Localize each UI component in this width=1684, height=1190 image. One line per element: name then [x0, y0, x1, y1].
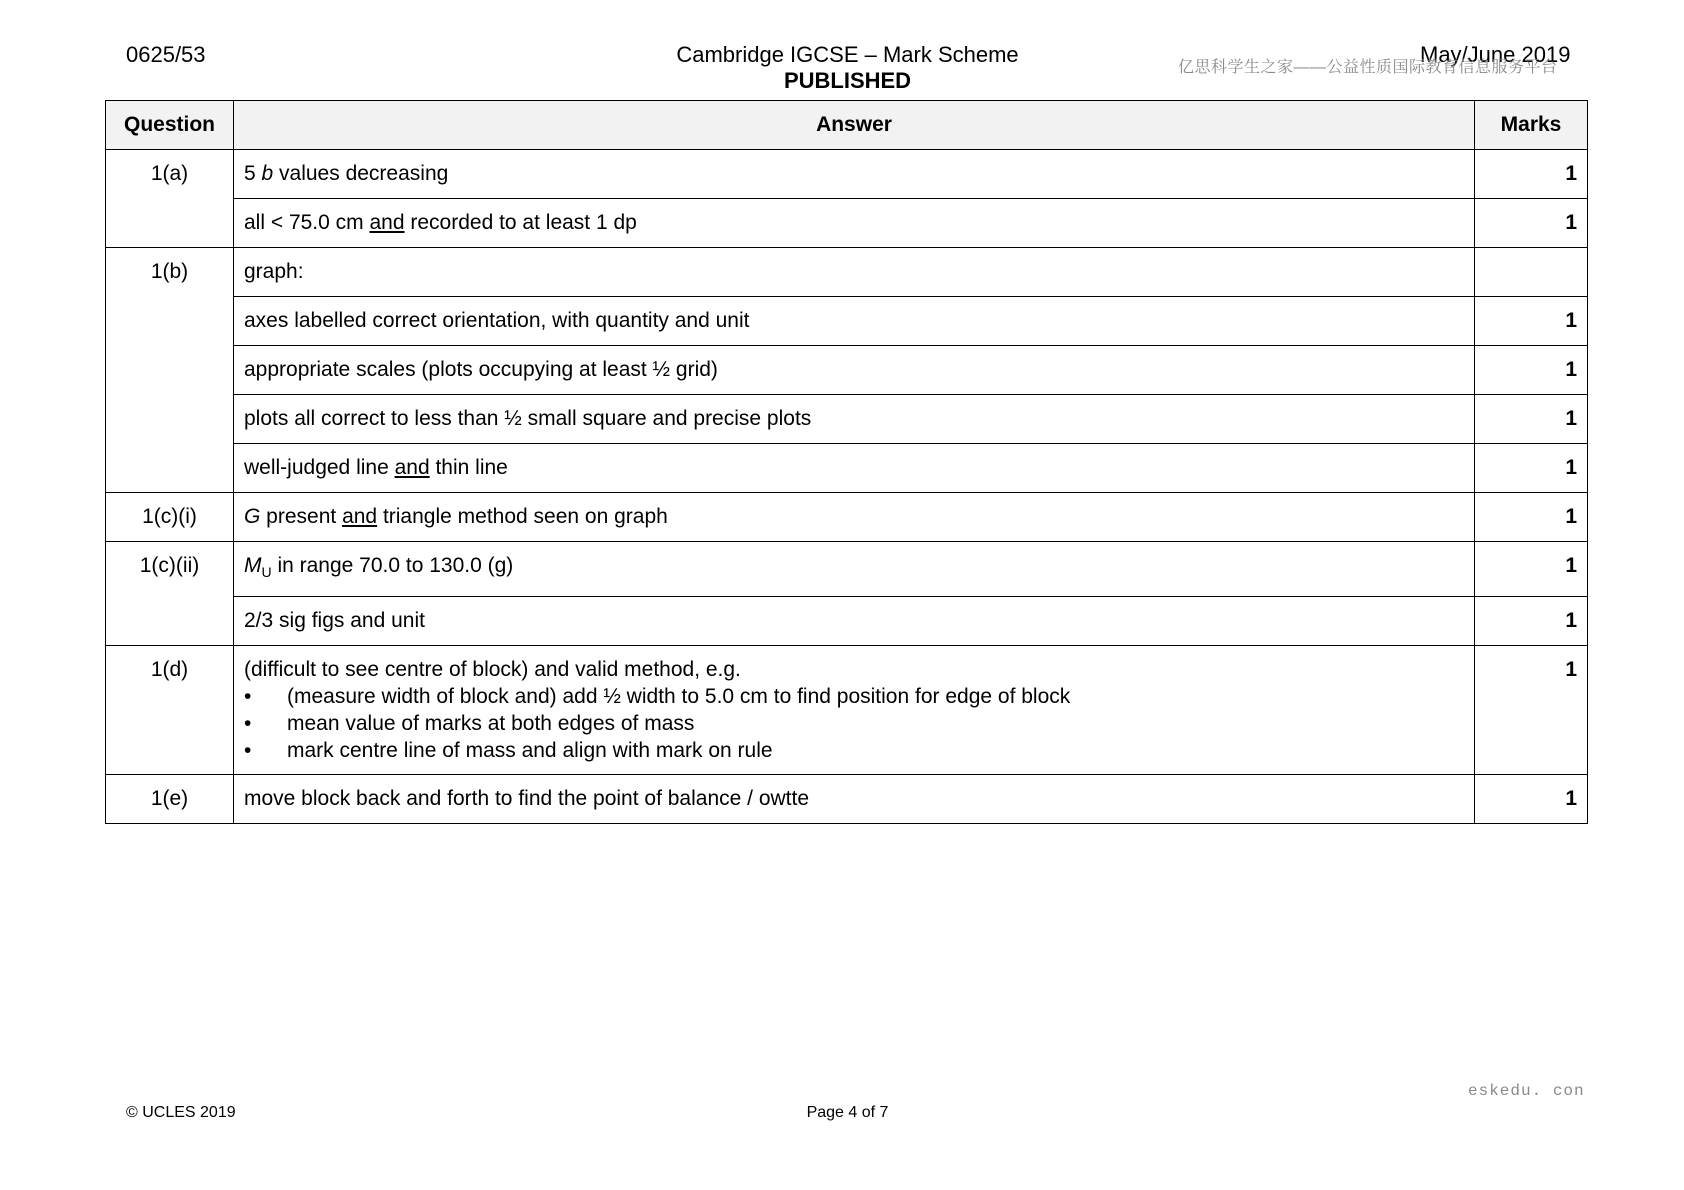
- table-row: [106, 597, 1588, 646]
- table-row: [106, 199, 1588, 248]
- answer-cell: all < 75.0 cm and recorded to at least 1 dp: [234, 199, 1475, 248]
- answer-bullet-list: [244, 683, 1464, 764]
- answer-intro: (difficult to see centre of block) and valid method, e.g.: [244, 658, 741, 682]
- question-number: 1(c)(ii): [106, 542, 234, 646]
- marks-cell: 1: [1475, 597, 1588, 646]
- question-number: 1(c)(i): [106, 493, 234, 542]
- question-number: 1(b): [106, 248, 234, 493]
- list-item: • mean value of marks at both edges of mass: [244, 710, 1464, 737]
- answer-cell: axes labelled correct orientation, with quantity and unit: [234, 297, 1475, 346]
- marks-cell: 1: [1475, 775, 1588, 824]
- table-row: [106, 646, 1588, 775]
- answer-cell: G present and triangle method seen on graph: [234, 493, 1475, 542]
- answer-cell: 5 b values decreasing: [234, 150, 1475, 199]
- header-question: Question: [106, 101, 234, 150]
- marks-cell: 1: [1475, 646, 1588, 775]
- header-answer: Answer: [234, 101, 1475, 150]
- table-row: [106, 493, 1588, 542]
- marks-cell: 1: [1475, 493, 1588, 542]
- answer-cell: well-judged line and thin line: [234, 444, 1475, 493]
- table-row: [106, 542, 1588, 597]
- table-row: [106, 297, 1588, 346]
- table-row: [106, 150, 1588, 199]
- mark-scheme-table: [105, 100, 1588, 824]
- answer-cell: 2/3 sig figs and unit: [234, 597, 1475, 646]
- marks-cell: [1475, 248, 1588, 297]
- marks-cell: 1: [1475, 395, 1588, 444]
- paper-code: 0625/53: [126, 42, 206, 67]
- table-row: [106, 248, 1588, 297]
- question-number: 1(d): [106, 646, 234, 775]
- marks-cell: 1: [1475, 297, 1588, 346]
- marks-cell: 1: [1475, 444, 1588, 493]
- answer-cell: [234, 646, 1475, 775]
- marks-cell: 1: [1475, 150, 1588, 199]
- table-row: [106, 775, 1588, 824]
- answer-cell: graph:: [234, 248, 1475, 297]
- marks-cell: 1: [1475, 199, 1588, 248]
- answer-cell: move block back and forth to find the point of balance / owtte: [234, 775, 1475, 824]
- watermark-bottom: eskedu. con: [1468, 1082, 1585, 1100]
- document-title: Cambridge IGCSE – Mark Scheme: [676, 42, 1019, 67]
- marks-cell: 1: [1475, 542, 1588, 597]
- list-item: • (measure width of block and) add ½ width to 5.0 cm to find position for edge of block: [244, 683, 1464, 710]
- question-number: 1(e): [106, 775, 234, 824]
- answer-cell: $M_U$ in range 70.0 to 130.0 (g): [234, 542, 1475, 597]
- answer-cell: plots all correct to less than ½ small square and precise plots: [234, 395, 1475, 444]
- page-number: Page 4 of 7: [806, 1104, 889, 1121]
- watermark-top: 亿思科学生之家——公益性质国际教育信息服务平台: [1178, 59, 1558, 76]
- table-row: [106, 346, 1588, 395]
- table-row: [106, 444, 1588, 493]
- question-number: 1(a): [106, 150, 234, 248]
- marks-cell: 1: [1475, 346, 1588, 395]
- answer-cell: appropriate scales (plots occupying at least ½ grid): [234, 346, 1475, 395]
- header-marks: Marks: [1475, 101, 1588, 150]
- table-header-row: [106, 101, 1588, 150]
- table-row: [106, 395, 1588, 444]
- exam-session: May/June 2019: [1420, 42, 1571, 67]
- published-label: PUBLISHED: [783, 68, 912, 93]
- list-item: • mark centre line of mass and align with mark on rule: [244, 737, 1464, 764]
- copyright: © UCLES 2019: [126, 1104, 236, 1121]
